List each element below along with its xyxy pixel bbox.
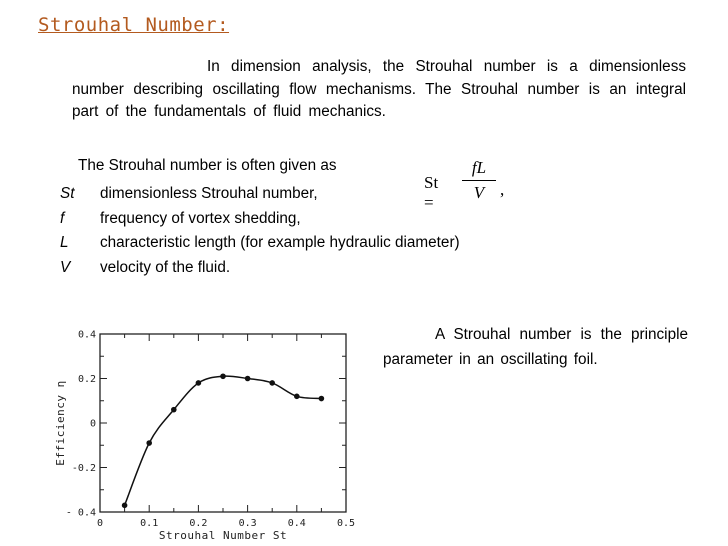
side-paragraph [383, 323, 688, 372]
y-tick-label: 0.4 [77, 329, 96, 341]
formula-lhs: St = [424, 173, 439, 212]
data-point [220, 373, 226, 379]
x-axis-label: Strouhal Number St [158, 529, 288, 542]
definition-list [58, 182, 460, 280]
intro-paragraph [72, 56, 686, 124]
definition-text: velocity of the fluid. [100, 258, 231, 276]
given-as-text: The Strouhal number is often given as [78, 157, 337, 174]
definition-row [58, 182, 460, 207]
definition-text: dimensionless Strouhal number, [100, 185, 318, 202]
y-tick-label: - 0.4 [65, 507, 96, 519]
definition-symbol: St [60, 185, 75, 202]
definition-symbol: L [60, 234, 69, 251]
x-tick-label: 0.4 [287, 518, 306, 529]
definition-text: characteristic length (for example hydraulic diameter) [100, 234, 460, 251]
y-tick-label: 0.2 [77, 374, 96, 385]
definition-text: frequency of vortex shedding, [100, 209, 301, 227]
data-point [269, 380, 275, 386]
data-point [171, 407, 177, 413]
y-tick-label: -0.2 [71, 463, 96, 474]
definition-row [58, 256, 460, 281]
formula-comma: , [500, 180, 505, 199]
data-point [146, 440, 152, 446]
data-point [196, 380, 202, 386]
y-axis-label: Efficiency η [54, 380, 67, 466]
y-tick-label: 0 [89, 418, 96, 430]
data-point [319, 396, 325, 402]
efficiency-chart [54, 320, 364, 542]
x-tick-label: 0.1 [140, 518, 159, 529]
definition-symbol: V [60, 258, 71, 276]
data-point [122, 503, 128, 509]
x-tick-label: 0.3 [238, 518, 257, 529]
side-text: A Strouhal number is the principle parameter in an oscillating foil. [383, 326, 688, 368]
formula-numerator: fL [471, 158, 487, 177]
data-point [245, 376, 251, 382]
definition-symbol: f [60, 209, 65, 227]
intro-text: In dimension analysis, the Strouhal number is a dimensionless number describing oscillating flow mechanisms. The Strouhal number is an integral part of the fundamentals of fluid mechanics. [72, 58, 686, 120]
x-tick-label: 0.2 [189, 518, 208, 529]
x-tick-label: 0.5 [336, 518, 356, 529]
plot-frame [100, 334, 346, 512]
series-line [125, 376, 322, 505]
definition-row [58, 231, 460, 256]
data-point [294, 394, 300, 400]
formula-denominator: V [473, 183, 485, 202]
formula-fraction [462, 158, 496, 203]
slide-title: Strouhal Number: [38, 14, 230, 36]
fraction-bar [462, 180, 496, 181]
x-tick-label: 0 [96, 518, 104, 529]
definition-row [58, 207, 460, 232]
